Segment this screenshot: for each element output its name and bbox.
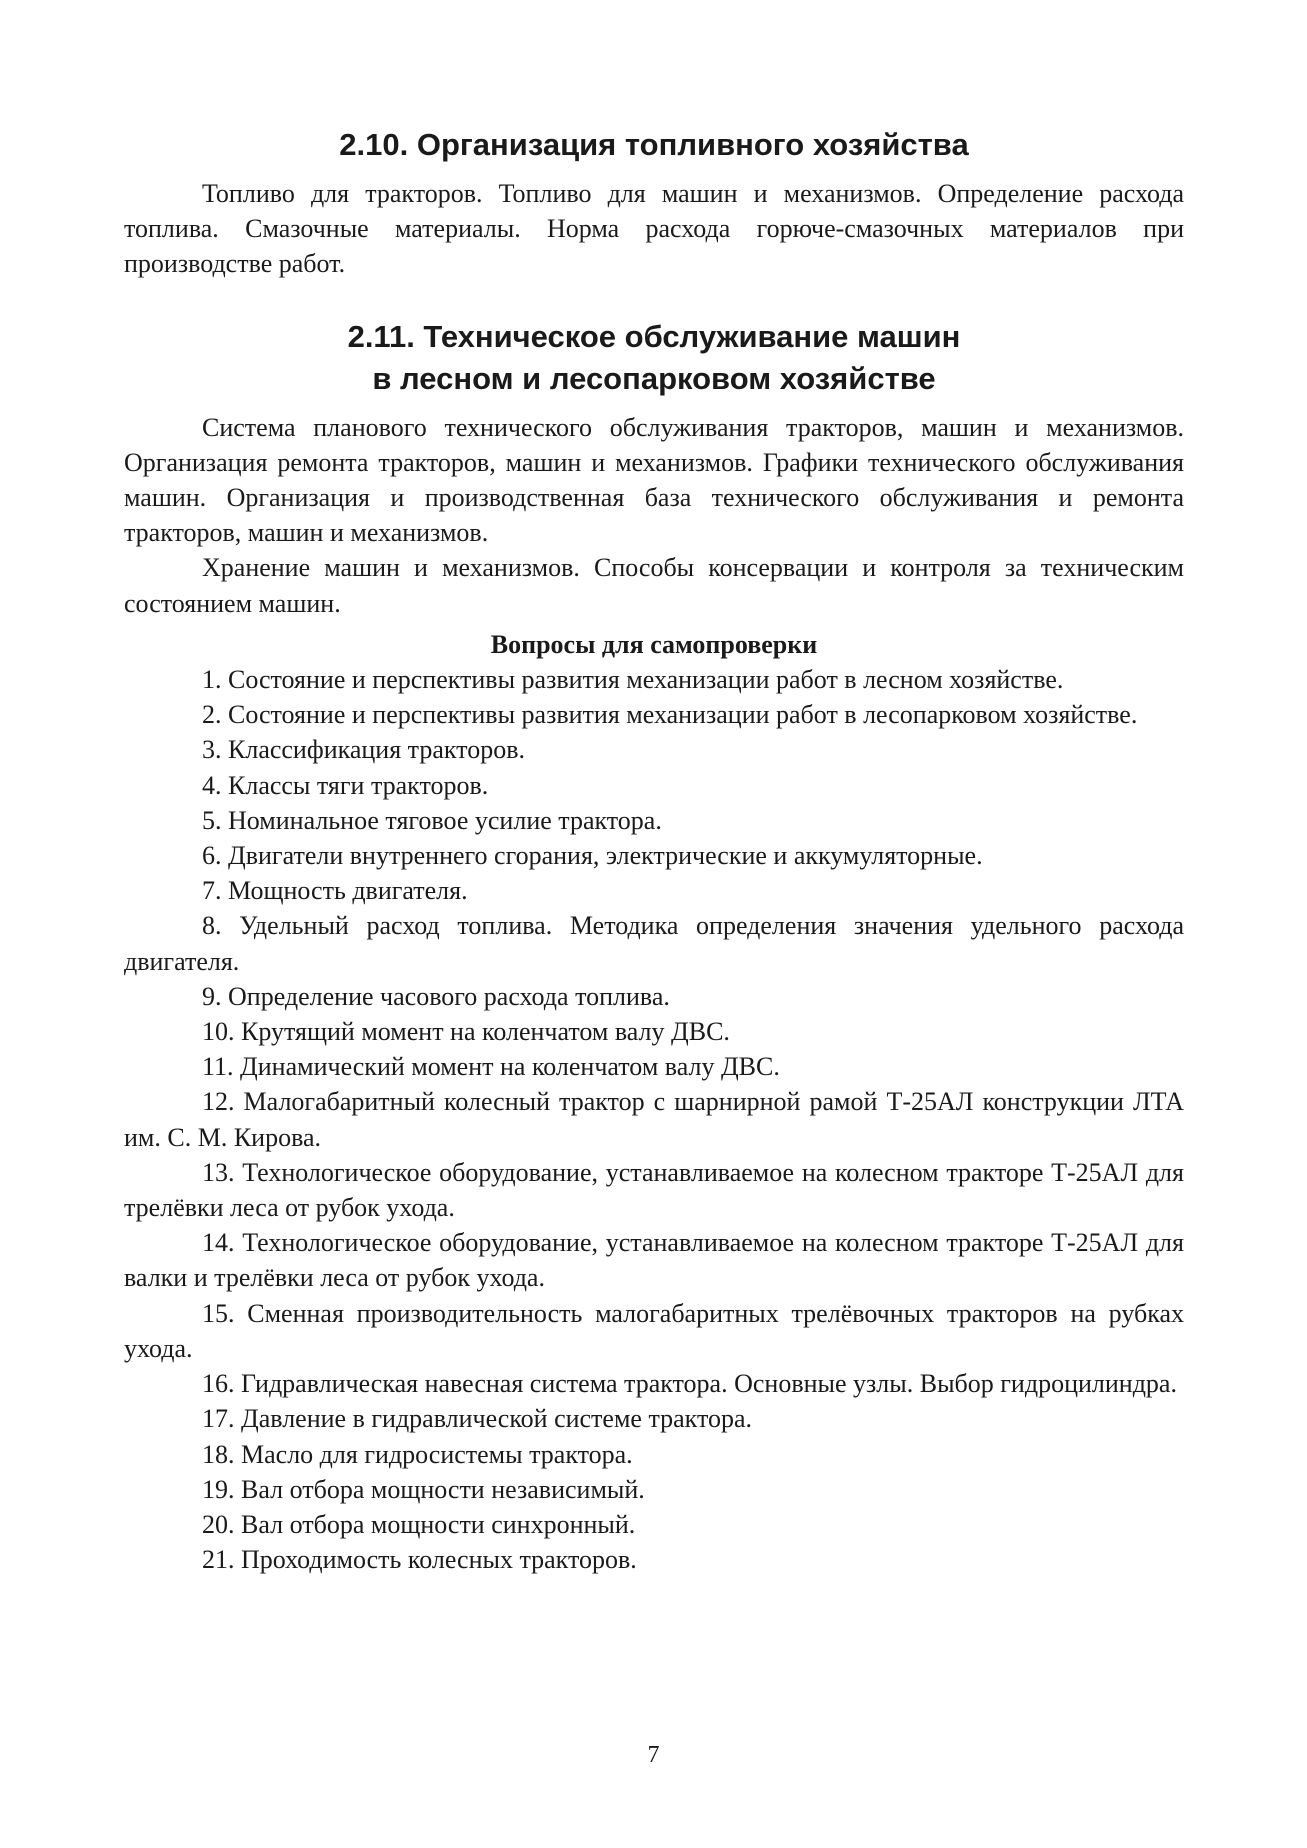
questions-list [124, 662, 1184, 1577]
question-item: 5. Номинальное тяговое усилие трактора. [202, 805, 662, 835]
section-paragraph-fuel: Топливо для тракторов. Топливо для машин и механизмов. Определение расхода топлива. Смазочные материалы. Норма расхода горюче-смазочных материалов при производстве работ. [124, 179, 1184, 279]
section-title-line: в лесном и лесопарковом хозяйстве [372, 360, 936, 396]
question-item: 11. Динамический момент на коленчатом валу ДВС. [202, 1052, 780, 1082]
question-item: 21. Проходимость колесных тракторов. [202, 1545, 637, 1575]
question-item: 18. Масло для гидросистемы трактора. [202, 1439, 633, 1469]
question-item: 19. Вал отбора мощности независимый. [202, 1474, 645, 1504]
question-item: 14. Технологическое оборудование, устанавливаемое на колесном тракторе Т-25АЛ для валки и трелёвки леса от рубок ухода. [124, 1228, 1184, 1293]
section-title-fuel: 2.10. Организация топливного хозяйства [339, 127, 969, 162]
question-item: 12. Малогабаритный колесный трактор с шарнирной рамой Т-25АЛ конструкции ЛТА им. С. М. Кирова. [124, 1087, 1184, 1152]
question-item: 4. Классы тяги тракторов. [202, 770, 489, 800]
section-paragraph-storage: Хранение машин и механизмов. Способы консервации и контроля за техническим состоянием машин. [124, 553, 1184, 618]
section-title-maintenance [124, 316, 1184, 400]
question-item: 20. Вал отбора мощности синхронный. [202, 1509, 636, 1539]
page-number: 7 [647, 1742, 660, 1768]
question-item: 17. Давление в гидравлической системе трактора. [202, 1404, 753, 1434]
section-paragraph-maintenance: Система планового технического обслуживания тракторов, машин и механизмов. Организация ремонта тракторов, машин и механизмов. Графики технического обслуживания машин. Организация и производственная база технического обслуживания и ремонта тракторов, машин и механизмов. [124, 412, 1184, 548]
question-item: 2. Состояние и перспективы развития механизации работ в лесопарковом хозяйстве. [202, 700, 1138, 730]
question-item: 15. Сменная производительность малогабаритных трелёвочных тракторов на рубках ухода. [124, 1298, 1184, 1363]
question-item: 16. Гидравлическая навесная система трактора. Основные узлы. Выбор гидроцилиндра. [202, 1369, 1177, 1399]
section-title-line: 2.11. Техническое обслуживание машин [347, 318, 961, 354]
question-item: 1. Состояние и перспективы развития механизации работ в лесном хозяйстве. [202, 665, 1064, 695]
question-item: 6. Двигатели внутреннего сгорания, электрические и аккумуляторные. [202, 841, 983, 871]
question-item: 13. Технологическое оборудование, устанавливаемое на колесном тракторе Т-25АЛ для трелёвки леса от рубок ухода. [124, 1157, 1184, 1223]
question-item: 7. Мощность двигателя. [202, 876, 468, 906]
questions-heading: Вопросы для самопроверки [490, 629, 818, 659]
page-content [124, 100, 1184, 1577]
question-item: 10. Крутящий момент на коленчатом валу ДВС. [202, 1017, 730, 1047]
question-item: 9. Определение часового расхода топлива. [202, 981, 670, 1011]
question-item: 8. Удельный расход топлива. Методика определения значения удельного расхода двигателя. [124, 911, 1184, 976]
question-item: 3. Классификация тракторов. [202, 735, 525, 765]
